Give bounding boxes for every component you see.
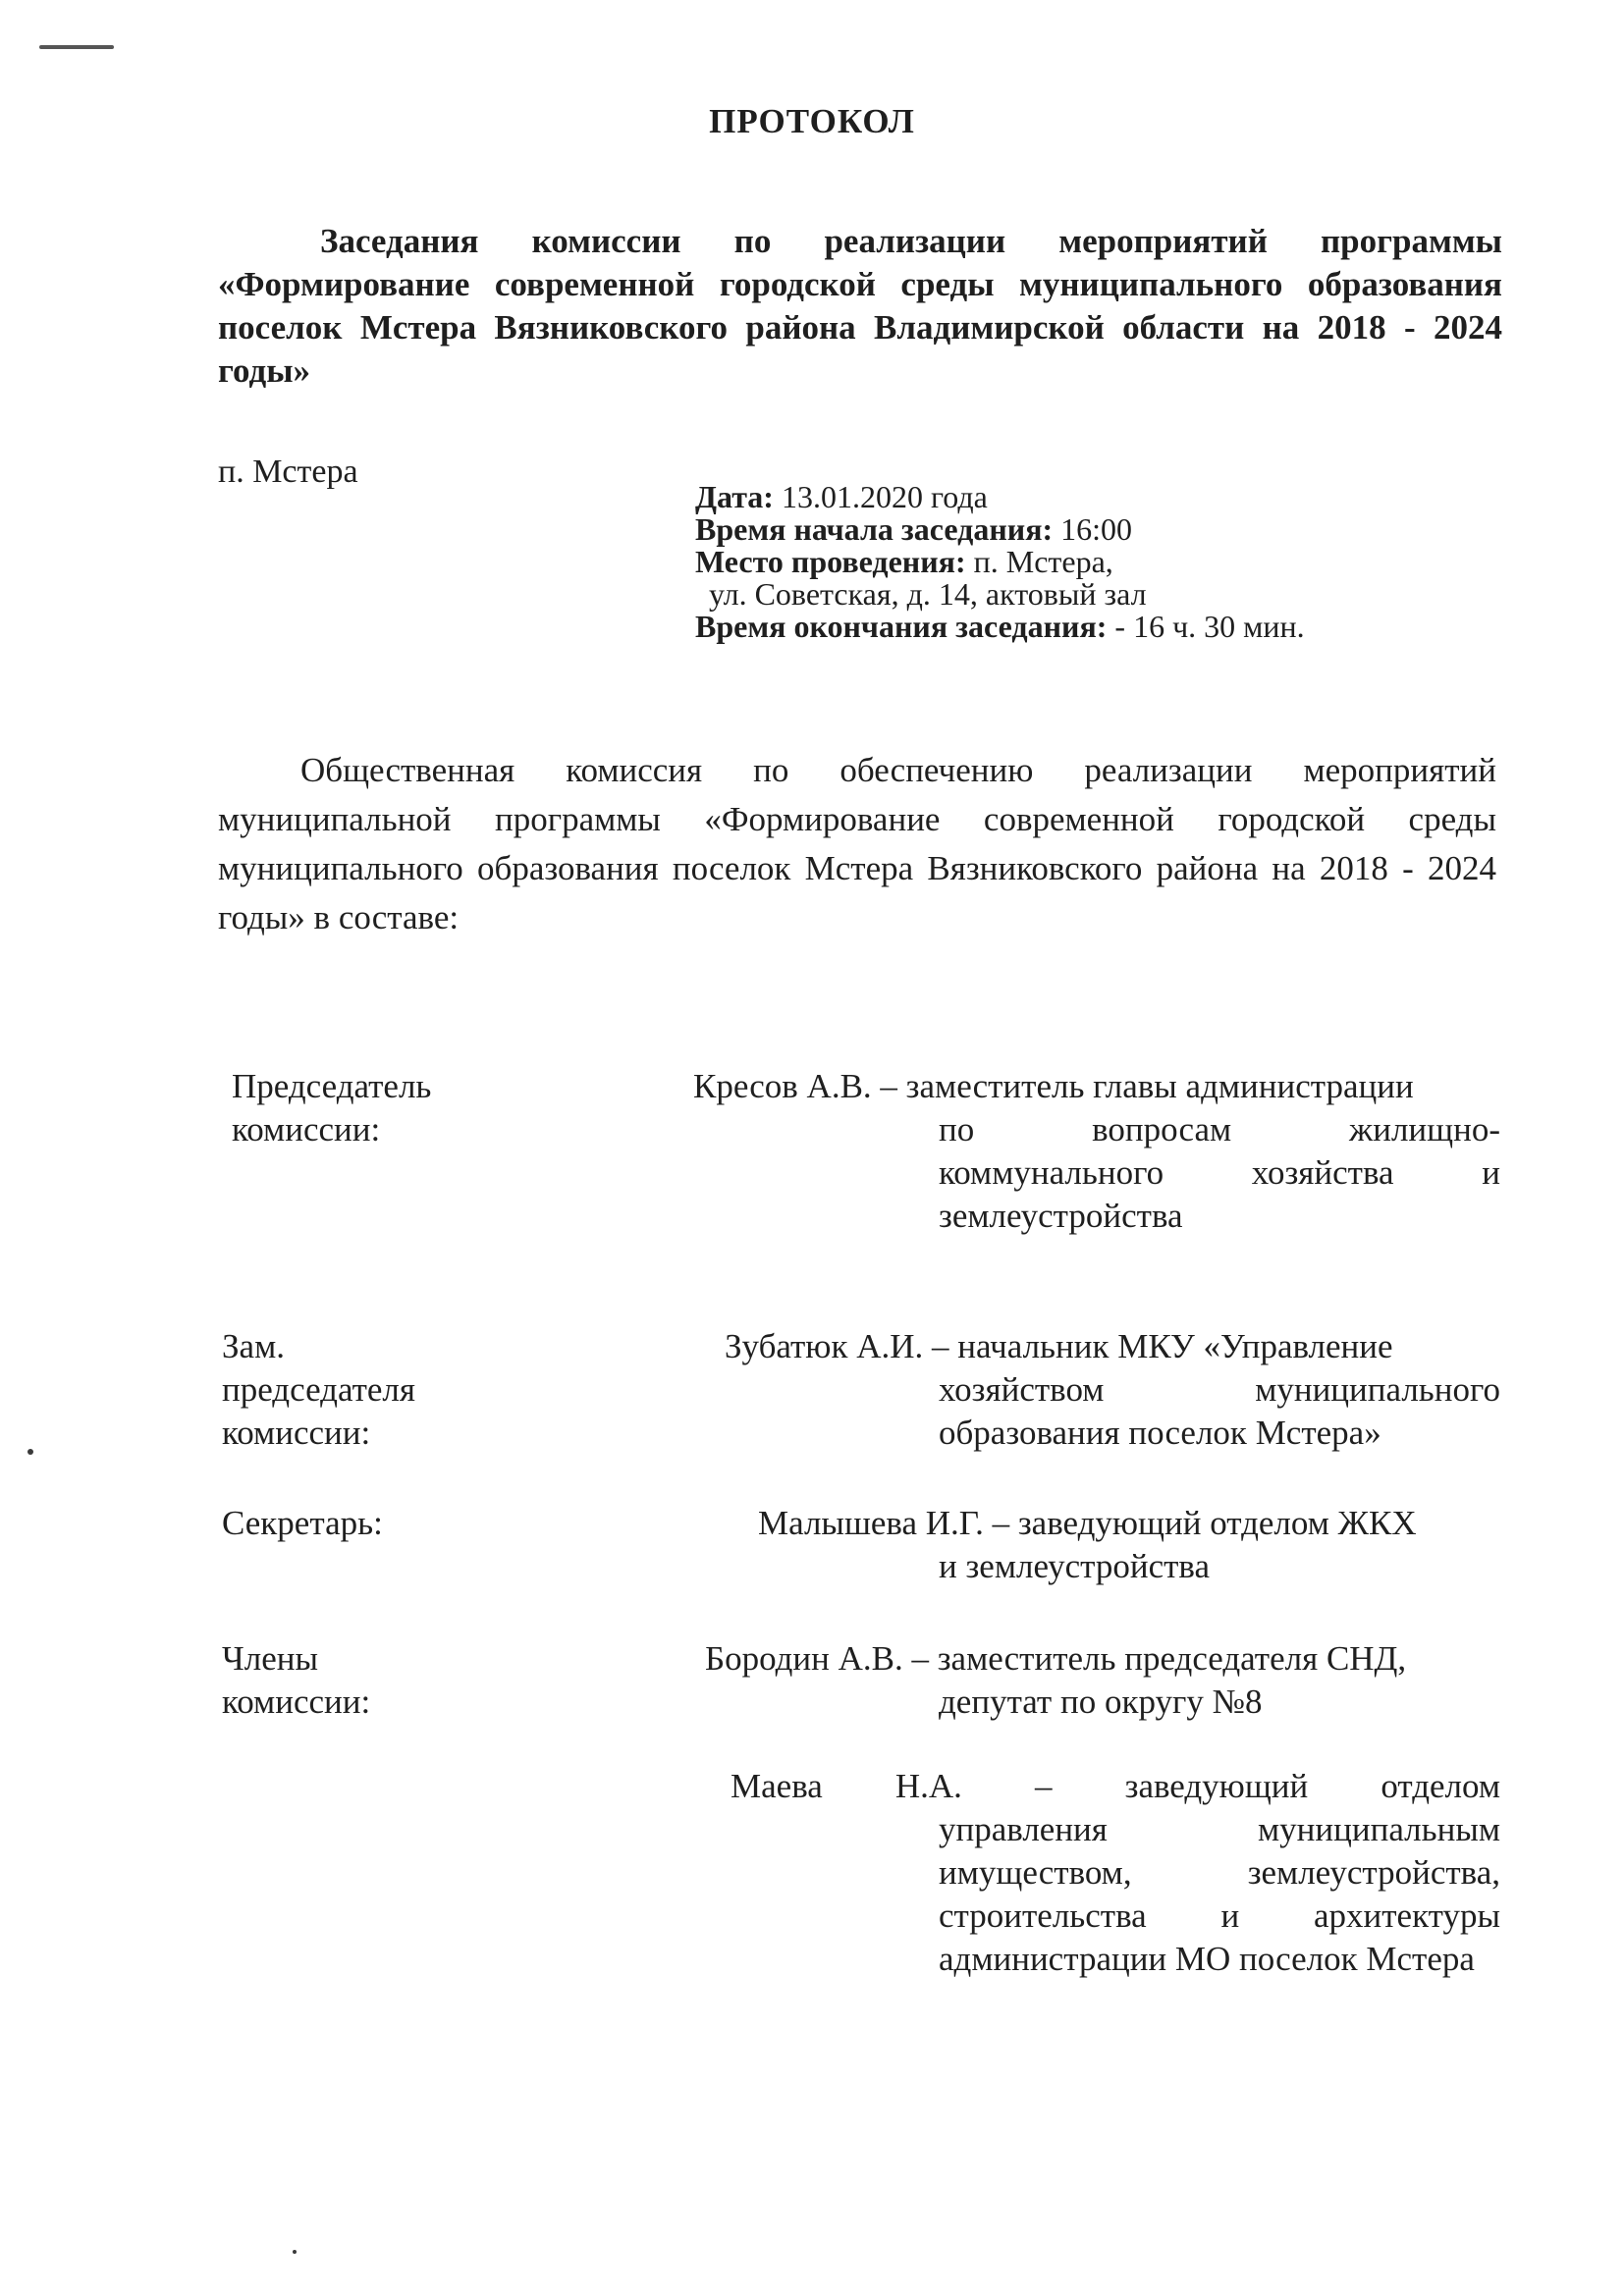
member-first-line: Кресов А.В. – заместитель главы администрации (693, 1067, 1414, 1105)
date-value: 13.01.2020 года (781, 479, 988, 514)
meeting-place: п. Мстера (218, 454, 358, 490)
scan-speck (293, 2250, 297, 2254)
meta-date (695, 481, 1305, 513)
member-first-line: Зубатюк А.И. – начальник МКУ «Управление (725, 1327, 1393, 1365)
scan-mark (39, 45, 114, 49)
document-title: ПРОТОКОЛ (709, 102, 915, 140)
member-first-line: Малышева И.Г. – заведующий отделом ЖКХ (758, 1504, 1417, 1542)
end-label: Время окончания заседания: (695, 609, 1108, 644)
meta-venue (695, 546, 1305, 578)
start-label: Время начала заседания: (695, 511, 1054, 547)
venue-value: п. Мстера, (973, 544, 1113, 579)
member-description: управления муниципальным имуществом, землеустройства, строительства и архитектуры администрации МО поселок Мстера (939, 1810, 1500, 1978)
venue-label: Место проведения: (695, 544, 966, 579)
member-role: Секретарь: (222, 1504, 383, 1542)
intro-paragraph: Общественная комиссия по обеспечению реализации мероприятий муниципальной программы «Формирование современной городской среды муниципального образования поселок Мстера Вязниковского района на 2018 - 2024 годы» в составе: (218, 751, 1496, 936)
document-subject: Заседания комиссии по реализации мероприятий программы «Формирование современной городской среды муниципального образования поселок Мстера Вязниковского района Владимирской области на 2018 - 2024 годы» (218, 222, 1502, 390)
meta-end (695, 611, 1305, 643)
member-first-line: Маева Н.А. – заведующий отделом (731, 1767, 1500, 1805)
start-value: 16:00 (1060, 511, 1133, 547)
venue-address: ул. Советская, д. 14, актовый зал (709, 576, 1147, 612)
member-role: Зам. председателя комиссии: (222, 1327, 415, 1452)
end-value: - 16 ч. 30 мин. (1114, 609, 1305, 644)
member-role: Члены комиссии: (222, 1639, 371, 1721)
scan-speck (27, 1449, 33, 1455)
member-description: и землеустройства (939, 1547, 1211, 1585)
member-role: Председатель комиссии: (232, 1067, 432, 1148)
meeting-meta (695, 481, 1305, 643)
member-description: депутат по округу №8 (939, 1682, 1263, 1721)
meta-start (695, 513, 1305, 546)
member-description: хозяйством муниципального образования поселок Мстера» (939, 1370, 1500, 1452)
date-label: Дата: (695, 479, 774, 514)
member-description: по вопросам жилищно-коммунального хозяйства и землеустройства (939, 1110, 1500, 1235)
member-first-line: Бородин А.В. – заместитель председателя СНД, (705, 1639, 1407, 1678)
